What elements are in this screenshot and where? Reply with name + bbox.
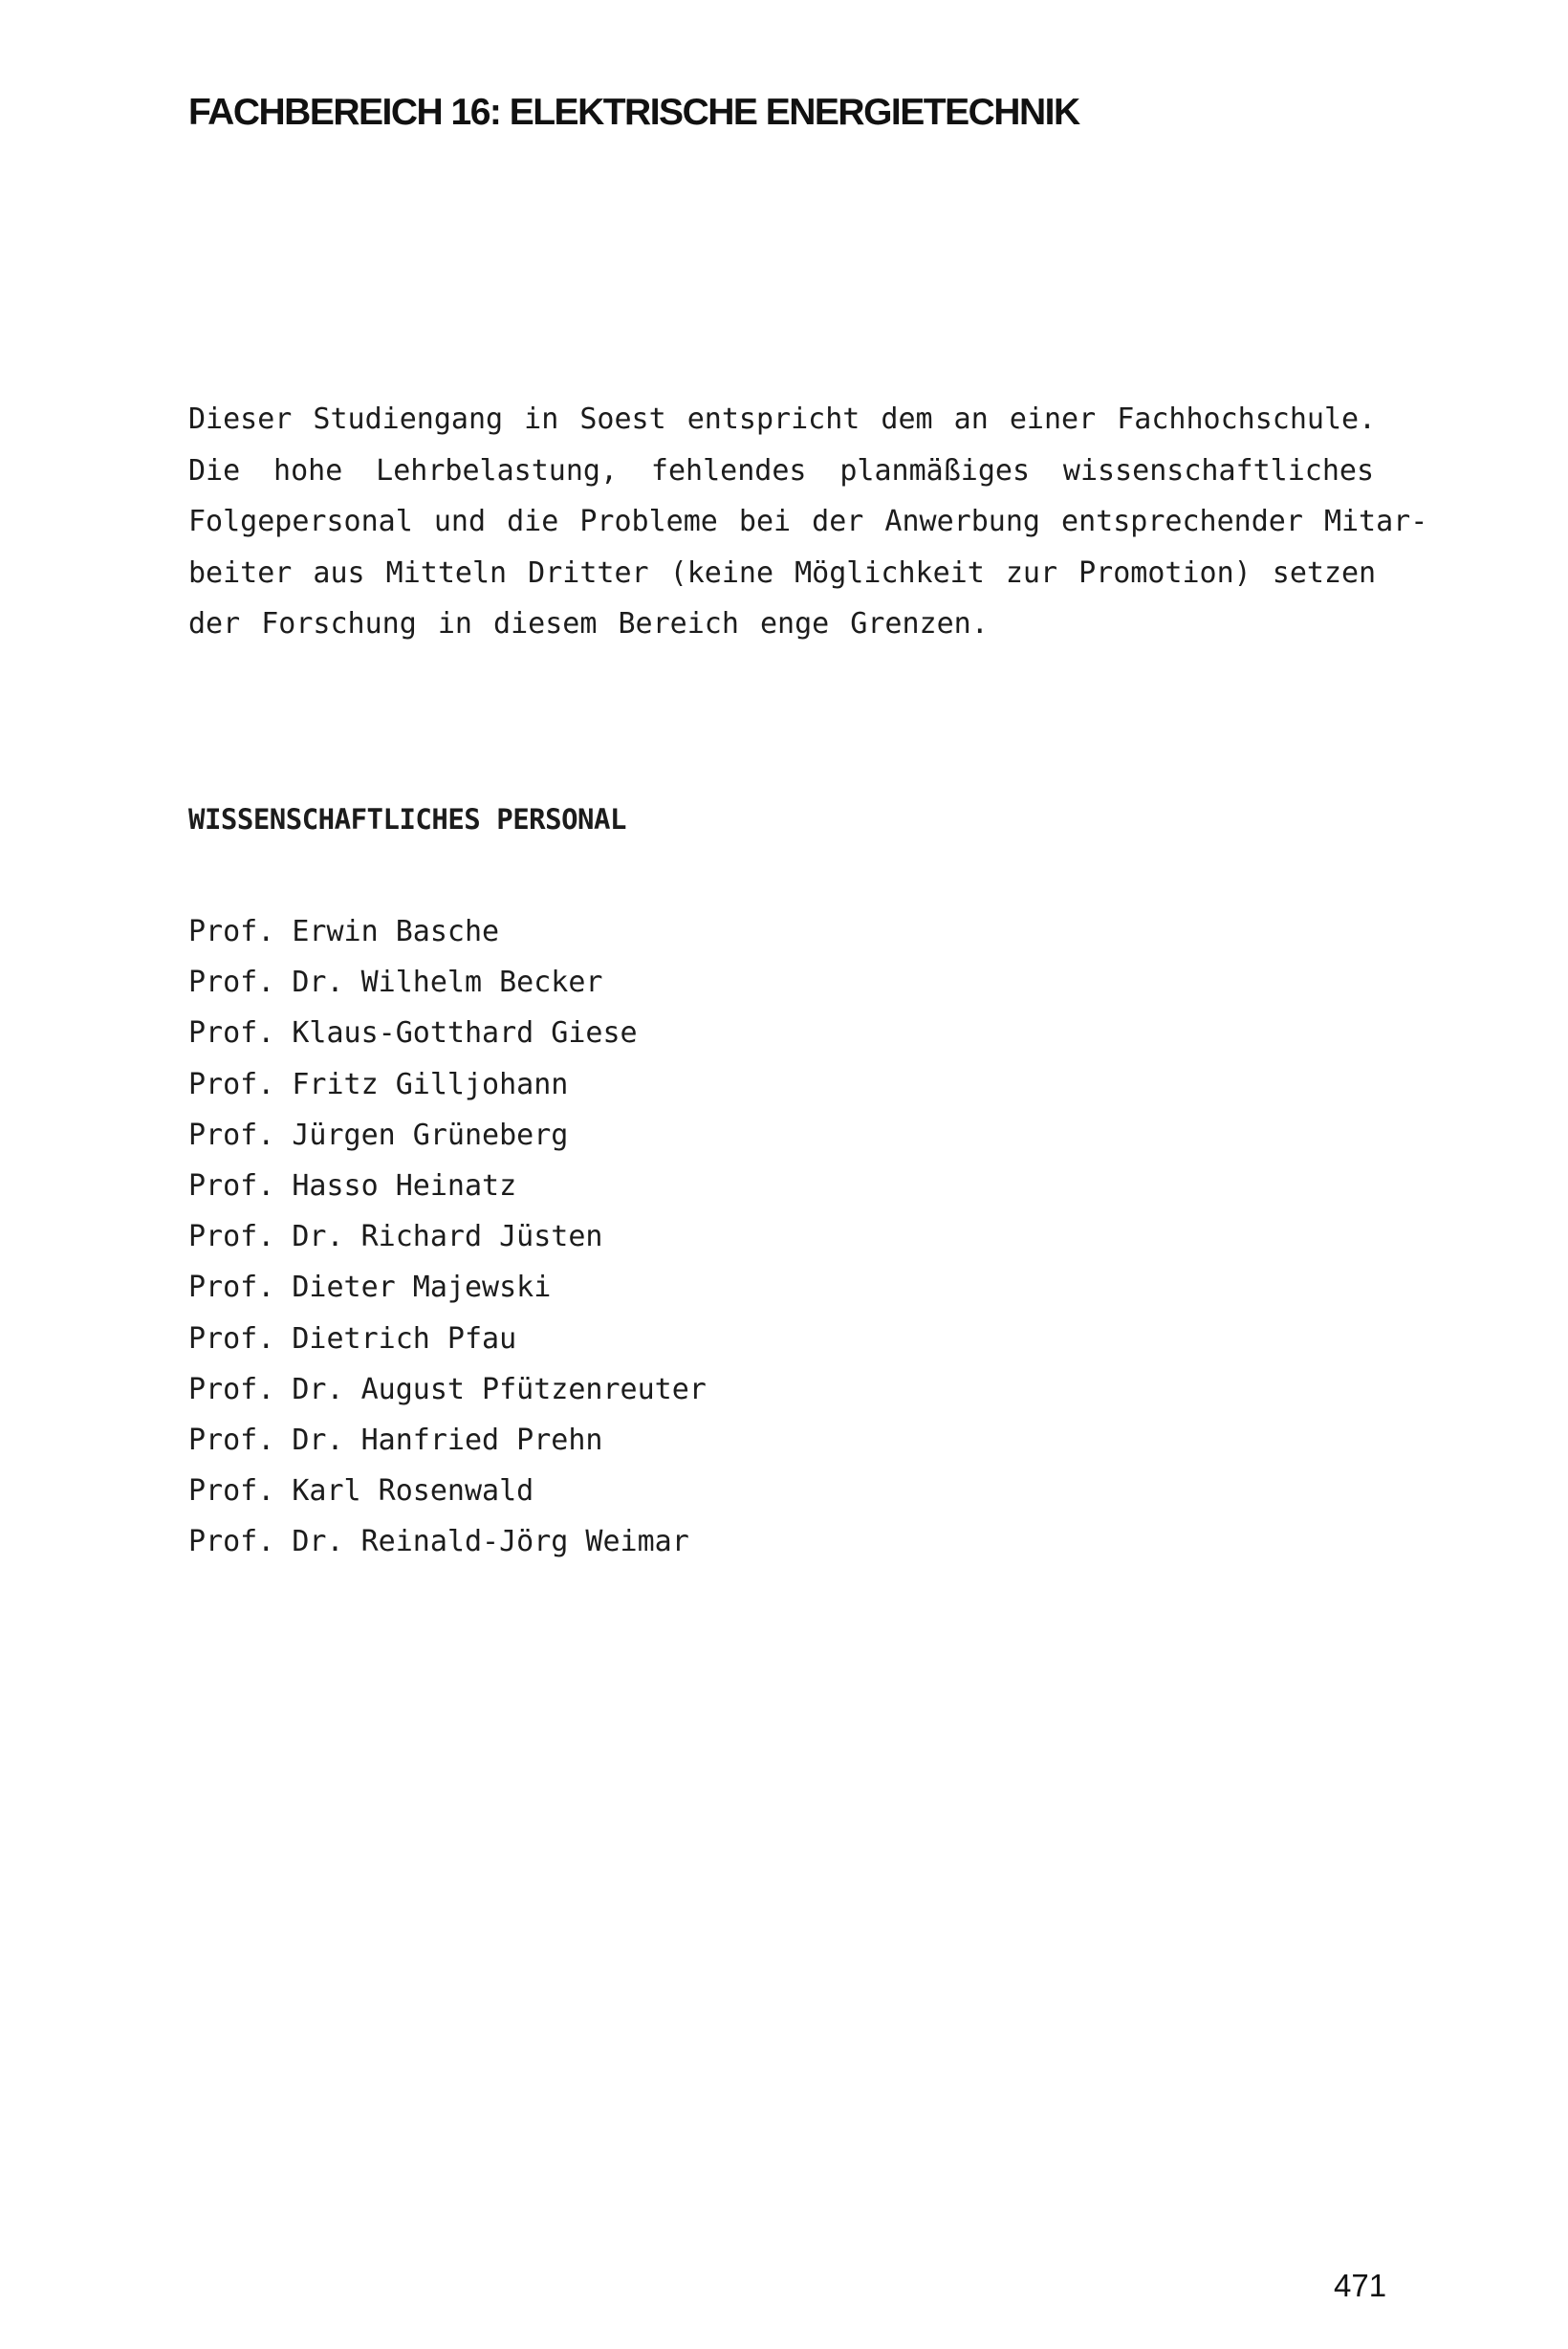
staff-member: Prof. Dr. Hanfried Prehn — [188, 1424, 603, 1458]
staff-member: Prof. Dr. Reinald-Jörg Weimar — [188, 1525, 689, 1559]
intro-line: Dieser Studiengang in Soest entspricht dem an einer Fachhochschule. — [188, 402, 1377, 436]
staff-member: Prof. Jürgen Grüneberg — [188, 1118, 569, 1152]
intro-line: der Forschung in diesem Bereich enge Grenzen. — [188, 607, 989, 642]
staff-member: Prof. Dietrich Pfau — [188, 1321, 517, 1356]
intro-paragraph — [188, 394, 1428, 650]
staff-member: Prof. Dieter Majewski — [188, 1271, 552, 1305]
page-number: 471 — [1334, 2268, 1387, 2303]
intro-line: Folgepersonal und die Probleme bei der Anwerbung entsprechender Mitar- — [188, 505, 1428, 539]
staff-member: Prof. Fritz Gilljohann — [188, 1067, 569, 1101]
staff-member: Prof. Dr. August Pfützenreuter — [188, 1372, 707, 1406]
intro-line: beiter aus Mitteln Dritter (keine Möglichkeit zur Promotion) setzen — [188, 555, 1377, 590]
staff-member: Prof. Dr. Wilhelm Becker — [188, 966, 603, 1000]
staff-list — [188, 906, 707, 1568]
staff-section-title: WISSENSCHAFTLICHES PERSONAL — [188, 803, 626, 836]
staff-member: Prof. Erwin Basche — [188, 915, 500, 948]
staff-member: Prof. Karl Rosenwald — [188, 1474, 534, 1509]
staff-member: Prof. Klaus-Gotthard Giese — [188, 1016, 638, 1051]
staff-member: Prof. Dr. Richard Jüsten — [188, 1220, 603, 1254]
intro-line: Die hohe Lehrbelastung, fehlendes planmäßiges wissenschaftliches — [188, 453, 1374, 488]
page-heading: FACHBEREICH 16: ELEKTRISCHE ENERGIETECHNIK — [188, 92, 1079, 133]
staff-member: Prof. Hasso Heinatz — [188, 1169, 517, 1204]
